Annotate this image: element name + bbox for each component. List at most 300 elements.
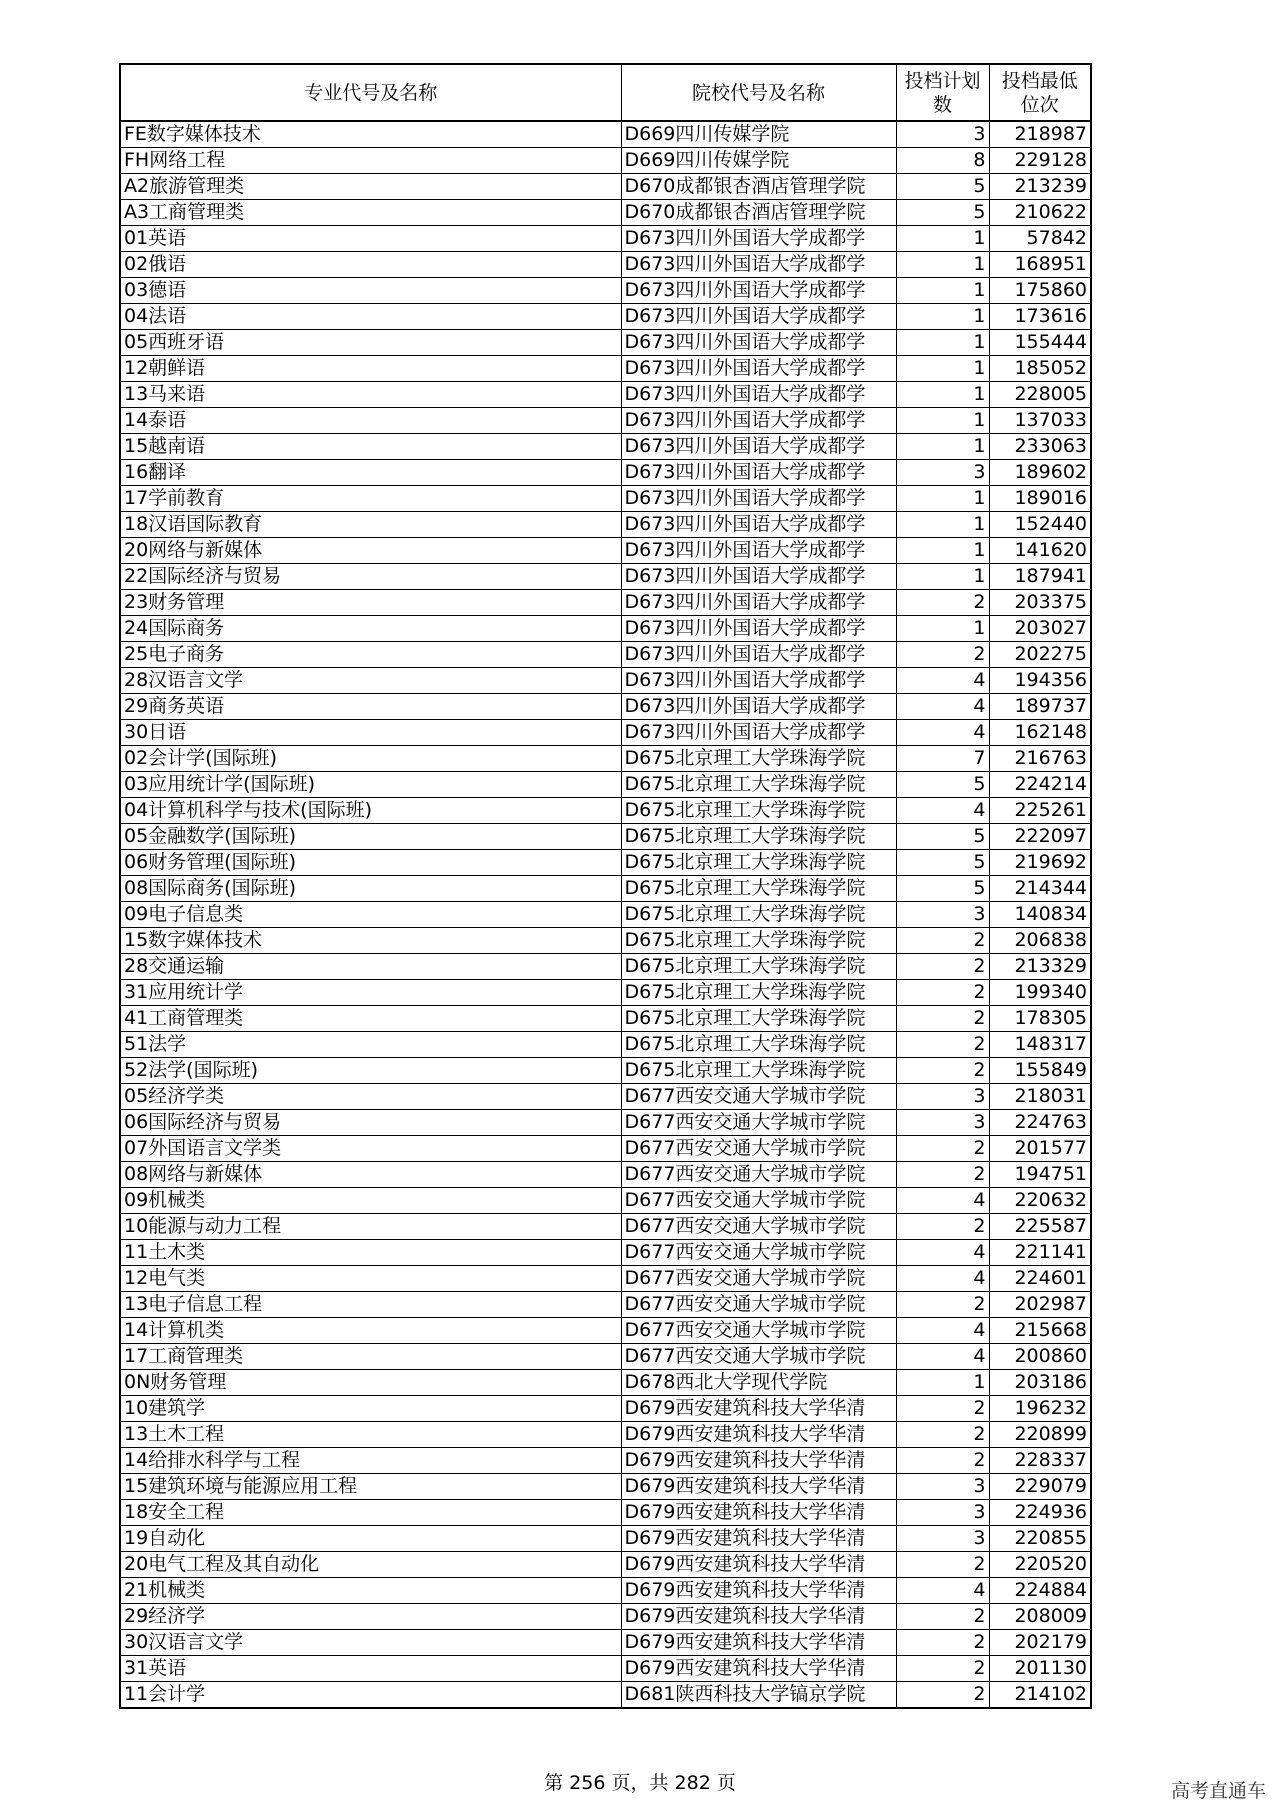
table-row bbox=[120, 1084, 1091, 1110]
plan-count-cell: 4 bbox=[896, 1344, 989, 1370]
school-cell: D679西安建筑科技大学华清 bbox=[621, 1604, 896, 1630]
min-rank-cell: 213239 bbox=[989, 174, 1091, 200]
major-cell: 15越南语 bbox=[120, 434, 621, 460]
min-rank-cell: 224214 bbox=[989, 772, 1091, 798]
plan-count-cell: 2 bbox=[896, 980, 989, 1006]
header-school: 院校代号及名称 bbox=[621, 64, 896, 121]
min-rank-cell: 208009 bbox=[989, 1604, 1091, 1630]
min-rank-cell: 225587 bbox=[989, 1214, 1091, 1240]
table-row bbox=[120, 694, 1091, 720]
school-cell: D675北京理工大学珠海学院 bbox=[621, 798, 896, 824]
min-rank-cell: 187941 bbox=[989, 564, 1091, 590]
plan-count-cell: 1 bbox=[896, 486, 989, 512]
school-cell: D675北京理工大学珠海学院 bbox=[621, 954, 896, 980]
min-rank-cell: 152440 bbox=[989, 512, 1091, 538]
plan-count-cell: 2 bbox=[896, 1214, 989, 1240]
school-cell: D673四川外国语大学成都学 bbox=[621, 720, 896, 746]
table-row bbox=[120, 1240, 1091, 1266]
min-rank-cell: 202275 bbox=[989, 642, 1091, 668]
min-rank-cell: 216763 bbox=[989, 746, 1091, 772]
min-rank-cell: 224884 bbox=[989, 1578, 1091, 1604]
plan-count-cell: 2 bbox=[896, 1604, 989, 1630]
min-rank-cell: 225261 bbox=[989, 798, 1091, 824]
major-cell: 05经济学类 bbox=[120, 1084, 621, 1110]
major-cell: 51法学 bbox=[120, 1032, 621, 1058]
min-rank-cell: 196232 bbox=[989, 1396, 1091, 1422]
plan-count-cell: 2 bbox=[896, 1136, 989, 1162]
school-cell: D679西安建筑科技大学华清 bbox=[621, 1396, 896, 1422]
table-row bbox=[120, 1266, 1091, 1292]
school-cell: D675北京理工大学珠海学院 bbox=[621, 1006, 896, 1032]
major-cell: 06国际经济与贸易 bbox=[120, 1110, 621, 1136]
plan-count-cell: 4 bbox=[896, 1240, 989, 1266]
plan-count-cell: 5 bbox=[896, 174, 989, 200]
major-cell: 11土木类 bbox=[120, 1240, 621, 1266]
school-cell: D677西安交通大学城市学院 bbox=[621, 1162, 896, 1188]
table-row bbox=[120, 616, 1091, 642]
school-cell: D679西安建筑科技大学华清 bbox=[621, 1552, 896, 1578]
school-cell: D675北京理工大学珠海学院 bbox=[621, 902, 896, 928]
min-rank-cell: 228337 bbox=[989, 1448, 1091, 1474]
plan-count-cell: 3 bbox=[896, 1084, 989, 1110]
plan-count-cell: 8 bbox=[896, 148, 989, 174]
major-cell: 12朝鲜语 bbox=[120, 356, 621, 382]
school-cell: D673四川外国语大学成都学 bbox=[621, 616, 896, 642]
min-rank-cell: 220855 bbox=[989, 1526, 1091, 1552]
min-rank-cell: 189602 bbox=[989, 460, 1091, 486]
table-row bbox=[120, 876, 1091, 902]
major-cell: 03应用统计学(国际班) bbox=[120, 772, 621, 798]
min-rank-cell: 218031 bbox=[989, 1084, 1091, 1110]
school-cell: D673四川外国语大学成都学 bbox=[621, 252, 896, 278]
table-row bbox=[120, 382, 1091, 408]
school-cell: D679西安建筑科技大学华清 bbox=[621, 1500, 896, 1526]
major-cell: 41工商管理类 bbox=[120, 1006, 621, 1032]
major-cell: 30日语 bbox=[120, 720, 621, 746]
plan-count-cell: 5 bbox=[896, 850, 989, 876]
plan-count-cell: 7 bbox=[896, 746, 989, 772]
admission-table bbox=[119, 63, 1092, 1709]
plan-count-cell: 3 bbox=[896, 121, 989, 148]
min-rank-cell: 189737 bbox=[989, 694, 1091, 720]
major-cell: 02会计学(国际班) bbox=[120, 746, 621, 772]
major-cell: 10建筑学 bbox=[120, 1396, 621, 1422]
plan-count-cell: 1 bbox=[896, 616, 989, 642]
major-cell: 29经济学 bbox=[120, 1604, 621, 1630]
plan-count-cell: 2 bbox=[896, 1058, 989, 1084]
table-row bbox=[120, 174, 1091, 200]
table-row bbox=[120, 252, 1091, 278]
major-cell: 16翻译 bbox=[120, 460, 621, 486]
plan-count-cell: 4 bbox=[896, 798, 989, 824]
major-cell: 17学前教育 bbox=[120, 486, 621, 512]
table-row bbox=[120, 1136, 1091, 1162]
school-cell: D675北京理工大学珠海学院 bbox=[621, 876, 896, 902]
plan-count-cell: 4 bbox=[896, 1578, 989, 1604]
major-cell: 08国际商务(国际班) bbox=[120, 876, 621, 902]
plan-count-cell: 2 bbox=[896, 1656, 989, 1682]
table-row bbox=[120, 1448, 1091, 1474]
min-rank-cell: 57842 bbox=[989, 226, 1091, 252]
plan-count-cell: 2 bbox=[896, 1396, 989, 1422]
table-row bbox=[120, 1422, 1091, 1448]
school-cell: D673四川外国语大学成都学 bbox=[621, 512, 896, 538]
table-row bbox=[120, 1578, 1091, 1604]
plan-count-cell: 1 bbox=[896, 330, 989, 356]
major-cell: 17工商管理类 bbox=[120, 1344, 621, 1370]
school-cell: D669四川传媒学院 bbox=[621, 148, 896, 174]
plan-count-cell: 1 bbox=[896, 1370, 989, 1396]
min-rank-cell: 220899 bbox=[989, 1422, 1091, 1448]
min-rank-cell: 140834 bbox=[989, 902, 1091, 928]
table-row bbox=[120, 538, 1091, 564]
school-cell: D679西安建筑科技大学华清 bbox=[621, 1526, 896, 1552]
plan-count-cell: 3 bbox=[896, 902, 989, 928]
plan-count-cell: 2 bbox=[896, 1032, 989, 1058]
plan-count-cell: 2 bbox=[896, 590, 989, 616]
table-row bbox=[120, 356, 1091, 382]
plan-count-cell: 3 bbox=[896, 1500, 989, 1526]
plan-count-cell: 5 bbox=[896, 824, 989, 850]
school-cell: D677西安交通大学城市学院 bbox=[621, 1292, 896, 1318]
plan-count-cell: 2 bbox=[896, 1552, 989, 1578]
school-cell: D677西安交通大学城市学院 bbox=[621, 1110, 896, 1136]
table-row bbox=[120, 980, 1091, 1006]
school-cell: D679西安建筑科技大学华清 bbox=[621, 1448, 896, 1474]
plan-count-cell: 1 bbox=[896, 564, 989, 590]
major-cell: 19自动化 bbox=[120, 1526, 621, 1552]
school-cell: D670成都银杏酒店管理学院 bbox=[621, 174, 896, 200]
table-row bbox=[120, 1188, 1091, 1214]
min-rank-cell: 162148 bbox=[989, 720, 1091, 746]
min-rank-cell: 206838 bbox=[989, 928, 1091, 954]
school-cell: D673四川外国语大学成都学 bbox=[621, 486, 896, 512]
min-rank-cell: 203186 bbox=[989, 1370, 1091, 1396]
plan-count-cell: 1 bbox=[896, 434, 989, 460]
table-row bbox=[120, 720, 1091, 746]
school-cell: D673四川外国语大学成都学 bbox=[621, 642, 896, 668]
table-row bbox=[120, 668, 1091, 694]
min-rank-cell: 137033 bbox=[989, 408, 1091, 434]
min-rank-cell: 189016 bbox=[989, 486, 1091, 512]
school-cell: D675北京理工大学珠海学院 bbox=[621, 980, 896, 1006]
major-cell: A3工商管理类 bbox=[120, 200, 621, 226]
min-rank-cell: 228005 bbox=[989, 382, 1091, 408]
school-cell: D678西北大学现代学院 bbox=[621, 1370, 896, 1396]
school-cell: D675北京理工大学珠海学院 bbox=[621, 772, 896, 798]
min-rank-cell: 202987 bbox=[989, 1292, 1091, 1318]
major-cell: 28交通运输 bbox=[120, 954, 621, 980]
major-cell: 10能源与动力工程 bbox=[120, 1214, 621, 1240]
plan-count-cell: 1 bbox=[896, 226, 989, 252]
school-cell: D673四川外国语大学成都学 bbox=[621, 460, 896, 486]
plan-count-cell: 3 bbox=[896, 1526, 989, 1552]
school-cell: D681陕西科技大学镐京学院 bbox=[621, 1682, 896, 1709]
major-cell: 30汉语言文学 bbox=[120, 1630, 621, 1656]
min-rank-cell: 214102 bbox=[989, 1682, 1091, 1709]
plan-count-cell: 2 bbox=[896, 1292, 989, 1318]
major-cell: 03德语 bbox=[120, 278, 621, 304]
header-major: 专业代号及名称 bbox=[120, 64, 621, 121]
min-rank-cell: 201577 bbox=[989, 1136, 1091, 1162]
major-cell: 06财务管理(国际班) bbox=[120, 850, 621, 876]
plan-count-cell: 5 bbox=[896, 876, 989, 902]
header-plan-count: 投档计划数 bbox=[896, 64, 989, 121]
table-row bbox=[120, 304, 1091, 330]
table-row bbox=[120, 200, 1091, 226]
plan-count-cell: 1 bbox=[896, 512, 989, 538]
plan-count-cell: 2 bbox=[896, 1422, 989, 1448]
table-row bbox=[120, 1370, 1091, 1396]
table-row bbox=[120, 1656, 1091, 1682]
min-rank-cell: 199340 bbox=[989, 980, 1091, 1006]
min-rank-cell: 224601 bbox=[989, 1266, 1091, 1292]
major-cell: 13电子信息工程 bbox=[120, 1292, 621, 1318]
plan-count-cell: 5 bbox=[896, 772, 989, 798]
major-cell: 25电子商务 bbox=[120, 642, 621, 668]
plan-count-cell: 3 bbox=[896, 1110, 989, 1136]
major-cell: 31应用统计学 bbox=[120, 980, 621, 1006]
min-rank-cell: 141620 bbox=[989, 538, 1091, 564]
plan-count-cell: 4 bbox=[896, 1188, 989, 1214]
table-header-row bbox=[120, 64, 1091, 121]
plan-count-cell: 2 bbox=[896, 1630, 989, 1656]
school-cell: D675北京理工大学珠海学院 bbox=[621, 824, 896, 850]
plan-count-cell: 3 bbox=[896, 460, 989, 486]
major-cell: 23财务管理 bbox=[120, 590, 621, 616]
school-cell: D677西安交通大学城市学院 bbox=[621, 1318, 896, 1344]
major-cell: 05西班牙语 bbox=[120, 330, 621, 356]
table-row bbox=[120, 460, 1091, 486]
school-cell: D673四川外国语大学成都学 bbox=[621, 408, 896, 434]
school-cell: D673四川外国语大学成都学 bbox=[621, 694, 896, 720]
watermark-text: 高考直通车 bbox=[1170, 1780, 1266, 1802]
school-cell: D673四川外国语大学成都学 bbox=[621, 278, 896, 304]
plan-count-cell: 2 bbox=[896, 928, 989, 954]
min-rank-cell: 178305 bbox=[989, 1006, 1091, 1032]
plan-count-cell: 4 bbox=[896, 694, 989, 720]
min-rank-cell: 224936 bbox=[989, 1500, 1091, 1526]
table-row bbox=[120, 1604, 1091, 1630]
school-cell: D679西安建筑科技大学华清 bbox=[621, 1578, 896, 1604]
table-row bbox=[120, 1006, 1091, 1032]
school-cell: D675北京理工大学珠海学院 bbox=[621, 850, 896, 876]
table-row bbox=[120, 1162, 1091, 1188]
plan-count-cell: 4 bbox=[896, 668, 989, 694]
table-row bbox=[120, 1552, 1091, 1578]
min-rank-cell: 203027 bbox=[989, 616, 1091, 642]
school-cell: D673四川外国语大学成都学 bbox=[621, 330, 896, 356]
school-cell: D677西安交通大学城市学院 bbox=[621, 1188, 896, 1214]
min-rank-cell: 229079 bbox=[989, 1474, 1091, 1500]
plan-count-cell: 1 bbox=[896, 356, 989, 382]
major-cell: 07外国语言文学类 bbox=[120, 1136, 621, 1162]
school-cell: D675北京理工大学珠海学院 bbox=[621, 928, 896, 954]
table-row bbox=[120, 1682, 1091, 1709]
school-cell: D673四川外国语大学成都学 bbox=[621, 434, 896, 460]
major-cell: 14泰语 bbox=[120, 408, 621, 434]
major-cell: 13土木工程 bbox=[120, 1422, 621, 1448]
min-rank-cell: 215668 bbox=[989, 1318, 1091, 1344]
major-cell: 09电子信息类 bbox=[120, 902, 621, 928]
major-cell: 04计算机科学与技术(国际班) bbox=[120, 798, 621, 824]
school-cell: D677西安交通大学城市学院 bbox=[621, 1084, 896, 1110]
table-row bbox=[120, 1344, 1091, 1370]
min-rank-cell: 200860 bbox=[989, 1344, 1091, 1370]
major-cell: 08网络与新媒体 bbox=[120, 1162, 621, 1188]
min-rank-cell: 220632 bbox=[989, 1188, 1091, 1214]
plan-count-cell: 2 bbox=[896, 642, 989, 668]
table-row bbox=[120, 148, 1091, 174]
min-rank-cell: 155849 bbox=[989, 1058, 1091, 1084]
major-cell: 18安全工程 bbox=[120, 1500, 621, 1526]
school-cell: D673四川外国语大学成都学 bbox=[621, 564, 896, 590]
school-cell: D673四川外国语大学成都学 bbox=[621, 356, 896, 382]
major-cell: 14计算机类 bbox=[120, 1318, 621, 1344]
plan-count-cell: 4 bbox=[896, 1318, 989, 1344]
school-cell: D675北京理工大学珠海学院 bbox=[621, 746, 896, 772]
min-rank-cell: 233063 bbox=[989, 434, 1091, 460]
plan-count-cell: 2 bbox=[896, 1682, 989, 1709]
table-row bbox=[120, 746, 1091, 772]
major-cell: 20电气工程及其自动化 bbox=[120, 1552, 621, 1578]
min-rank-cell: 173616 bbox=[989, 304, 1091, 330]
school-cell: D679西安建筑科技大学华清 bbox=[621, 1630, 896, 1656]
table-row bbox=[120, 798, 1091, 824]
major-cell: 21机械类 bbox=[120, 1578, 621, 1604]
plan-count-cell: 2 bbox=[896, 1162, 989, 1188]
school-cell: D673四川外国语大学成都学 bbox=[621, 304, 896, 330]
table-row bbox=[120, 954, 1091, 980]
plan-count-cell: 2 bbox=[896, 954, 989, 980]
min-rank-cell: 222097 bbox=[989, 824, 1091, 850]
plan-count-cell: 2 bbox=[896, 1448, 989, 1474]
major-cell: 02俄语 bbox=[120, 252, 621, 278]
min-rank-cell: 219692 bbox=[989, 850, 1091, 876]
school-cell: D675北京理工大学珠海学院 bbox=[621, 1032, 896, 1058]
school-cell: D673四川外国语大学成都学 bbox=[621, 668, 896, 694]
plan-count-cell: 1 bbox=[896, 304, 989, 330]
table-row bbox=[120, 1526, 1091, 1552]
min-rank-cell: 202179 bbox=[989, 1630, 1091, 1656]
major-cell: 29商务英语 bbox=[120, 694, 621, 720]
table-row bbox=[120, 121, 1091, 148]
min-rank-cell: 220520 bbox=[989, 1552, 1091, 1578]
plan-count-cell: 4 bbox=[896, 1266, 989, 1292]
table-row bbox=[120, 1396, 1091, 1422]
major-cell: FE数字媒体技术 bbox=[120, 121, 621, 148]
major-cell: 01英语 bbox=[120, 226, 621, 252]
table-row bbox=[120, 1500, 1091, 1526]
major-cell: 20网络与新媒体 bbox=[120, 538, 621, 564]
table-row bbox=[120, 1058, 1091, 1084]
school-cell: D673四川外国语大学成都学 bbox=[621, 590, 896, 616]
school-cell: D679西安建筑科技大学华清 bbox=[621, 1474, 896, 1500]
plan-count-cell: 1 bbox=[896, 252, 989, 278]
plan-count-cell: 1 bbox=[896, 278, 989, 304]
plan-count-cell: 1 bbox=[896, 408, 989, 434]
school-cell: D677西安交通大学城市学院 bbox=[621, 1240, 896, 1266]
table-row bbox=[120, 824, 1091, 850]
major-cell: 15建筑环境与能源应用工程 bbox=[120, 1474, 621, 1500]
table-row bbox=[120, 226, 1091, 252]
major-cell: FH网络工程 bbox=[120, 148, 621, 174]
min-rank-cell: 214344 bbox=[989, 876, 1091, 902]
min-rank-cell: 218987 bbox=[989, 121, 1091, 148]
school-cell: D675北京理工大学珠海学院 bbox=[621, 1058, 896, 1084]
min-rank-cell: 175860 bbox=[989, 278, 1091, 304]
table-row bbox=[120, 486, 1091, 512]
table-row bbox=[120, 642, 1091, 668]
table-row bbox=[120, 772, 1091, 798]
major-cell: 04法语 bbox=[120, 304, 621, 330]
school-cell: D677西安交通大学城市学院 bbox=[621, 1266, 896, 1292]
major-cell: 14给排水科学与工程 bbox=[120, 1448, 621, 1474]
page-footer: 第 256 页，共 282 页 bbox=[544, 1772, 736, 1794]
table-row bbox=[120, 564, 1091, 590]
school-cell: D679西安建筑科技大学华清 bbox=[621, 1656, 896, 1682]
major-cell: A2旅游管理类 bbox=[120, 174, 621, 200]
school-cell: D673四川外国语大学成都学 bbox=[621, 226, 896, 252]
min-rank-cell: 224763 bbox=[989, 1110, 1091, 1136]
major-cell: 09机械类 bbox=[120, 1188, 621, 1214]
min-rank-cell: 201130 bbox=[989, 1656, 1091, 1682]
table-row bbox=[120, 1630, 1091, 1656]
table-row bbox=[120, 928, 1091, 954]
min-rank-cell: 203375 bbox=[989, 590, 1091, 616]
major-cell: 05金融数学(国际班) bbox=[120, 824, 621, 850]
table-row bbox=[120, 902, 1091, 928]
table-row bbox=[120, 1318, 1091, 1344]
header-min-rank: 投档最低位次 bbox=[989, 64, 1091, 121]
plan-count-cell: 3 bbox=[896, 1474, 989, 1500]
school-cell: D677西安交通大学城市学院 bbox=[621, 1214, 896, 1240]
min-rank-cell: 168951 bbox=[989, 252, 1091, 278]
min-rank-cell: 148317 bbox=[989, 1032, 1091, 1058]
major-cell: 31英语 bbox=[120, 1656, 621, 1682]
min-rank-cell: 185052 bbox=[989, 356, 1091, 382]
major-cell: 13马来语 bbox=[120, 382, 621, 408]
table-row bbox=[120, 1474, 1091, 1500]
table-row bbox=[120, 278, 1091, 304]
plan-count-cell: 1 bbox=[896, 538, 989, 564]
major-cell: 12电气类 bbox=[120, 1266, 621, 1292]
table-row bbox=[120, 850, 1091, 876]
min-rank-cell: 194751 bbox=[989, 1162, 1091, 1188]
major-cell: 28汉语言文学 bbox=[120, 668, 621, 694]
school-cell: D677西安交通大学城市学院 bbox=[621, 1136, 896, 1162]
min-rank-cell: 229128 bbox=[989, 148, 1091, 174]
major-cell: 52法学(国际班) bbox=[120, 1058, 621, 1084]
table-row bbox=[120, 512, 1091, 538]
school-cell: D669四川传媒学院 bbox=[621, 121, 896, 148]
min-rank-cell: 213329 bbox=[989, 954, 1091, 980]
plan-count-cell: 5 bbox=[896, 200, 989, 226]
major-cell: 24国际商务 bbox=[120, 616, 621, 642]
major-cell: 22国际经济与贸易 bbox=[120, 564, 621, 590]
table-row bbox=[120, 408, 1091, 434]
min-rank-cell: 194356 bbox=[989, 668, 1091, 694]
min-rank-cell: 221141 bbox=[989, 1240, 1091, 1266]
plan-count-cell: 1 bbox=[896, 382, 989, 408]
plan-count-cell: 4 bbox=[896, 720, 989, 746]
school-cell: D673四川外国语大学成都学 bbox=[621, 382, 896, 408]
school-cell: D679西安建筑科技大学华清 bbox=[621, 1422, 896, 1448]
min-rank-cell: 210622 bbox=[989, 200, 1091, 226]
major-cell: 0N财务管理 bbox=[120, 1370, 621, 1396]
school-cell: D677西安交通大学城市学院 bbox=[621, 1344, 896, 1370]
table-row bbox=[120, 434, 1091, 460]
